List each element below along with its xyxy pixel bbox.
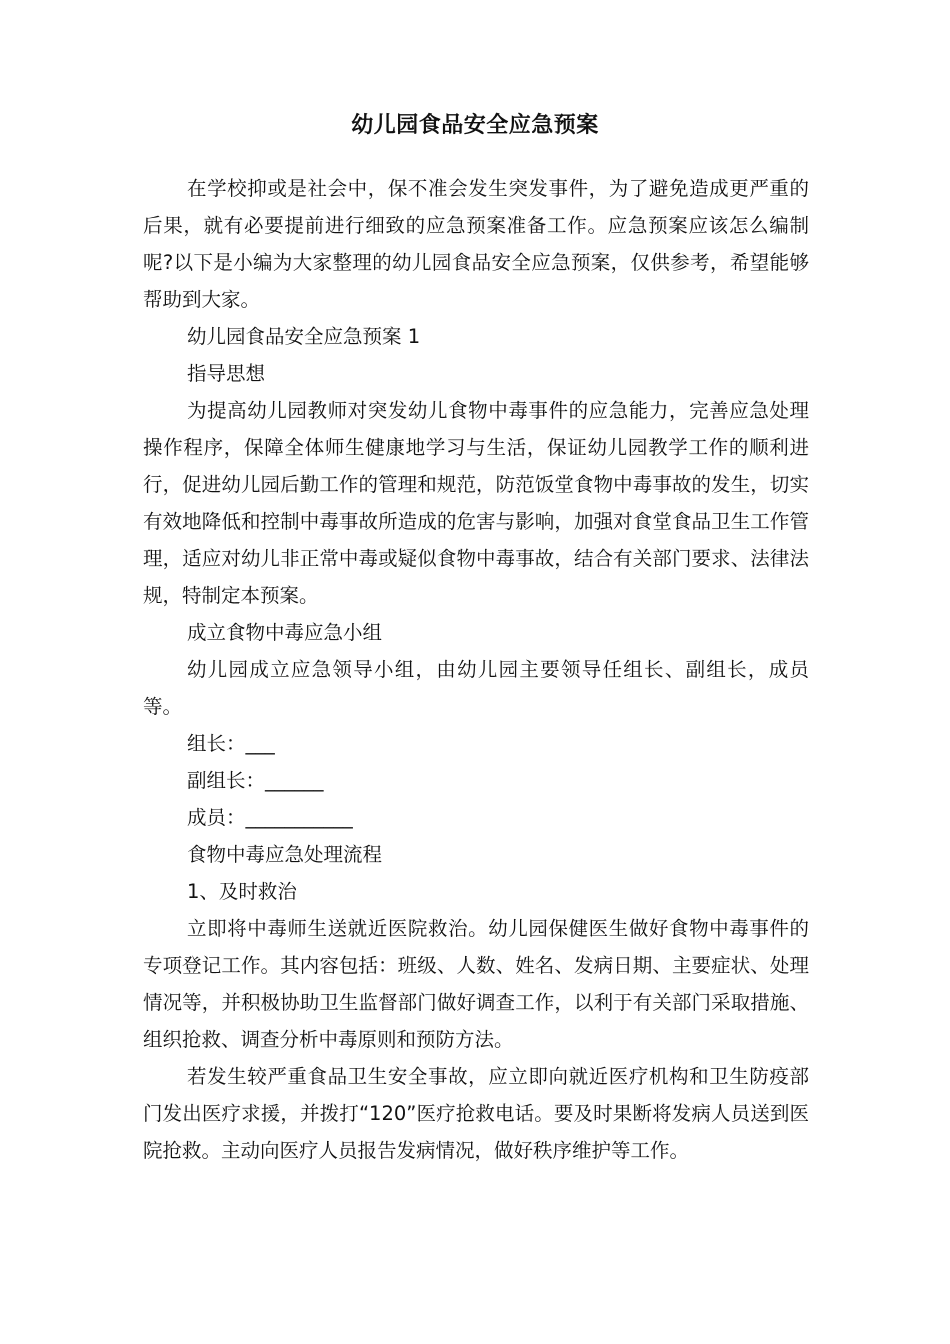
members-line: 成员：___________	[187, 806, 353, 829]
deputy-leader-line: 副组长：______	[187, 769, 324, 792]
serious-incident-paragraph: 若发生较严重食品卫生安全事故，应立即向就近医疗机构和卫生防疫部门发出医疗求援，并拨打“120”医疗抢救电话。要及时果断将发病人员送到医院抢救。主动向医疗人员报告发病情况，做好秩序维护等工作。	[143, 1065, 809, 1162]
section-heading-response-process: 食物中毒应急处理流程	[187, 843, 383, 866]
section-heading-emergency-team: 成立食物中毒应急小组	[187, 621, 383, 644]
step-heading-timely-treatment: 1、及时救治	[187, 880, 297, 903]
document-title: 幼儿园食品安全应急预案	[351, 113, 599, 138]
document-body	[143, 170, 809, 1169]
section-heading-guiding-principle: 指导思想	[187, 362, 266, 385]
guiding-principle-paragraph: 为提高幼儿园教师对突发幼儿食物中毒事件的应急能力，完善应急处理操作程序，保障全体师生健康地学习与生活，保证幼儿园教学工作的顺利进行，促进幼儿园后勤工作的管理和规范，防范饭堂食物中毒事故的发生，切实有效地降低和控制中毒事故所造成的危害与影响，加强对食堂食品卫生工作管理，适应对幼儿非正常中毒或疑似食物中毒事故，结合有关部门要求、法律法规，特制定本预案。	[143, 399, 809, 607]
section-heading-plan-1: 幼儿园食品安全应急预案 1	[187, 325, 421, 348]
intro-paragraph: 在学校抑或是社会中，保不准会发生突发事件，为了避免造成更严重的后果，就有必要提前进行细致的应急预案准备工作。应急预案应该怎么编制呢?以下是小编为大家整理的幼儿园食品安全应急预案，仅供参考，希望能够帮助到大家。	[143, 177, 809, 311]
team-leader-line: 组长：___	[187, 732, 275, 755]
emergency-team-paragraph: 幼儿园成立应急领导小组，由幼儿园主要领导任组长、副组长，成员等。	[143, 658, 809, 718]
treatment-paragraph: 立即将中毒师生送就近医院救治。幼儿园保健医生做好食物中毒事件的专项登记工作。其内容包括：班级、人数、姓名、发病日期、主要症状、处理情况等，并积极协助卫生监督部门做好调查工作，以利于有关部门采取措施、组织抢救、调查分析中毒原则和预防方法。	[143, 917, 809, 1051]
